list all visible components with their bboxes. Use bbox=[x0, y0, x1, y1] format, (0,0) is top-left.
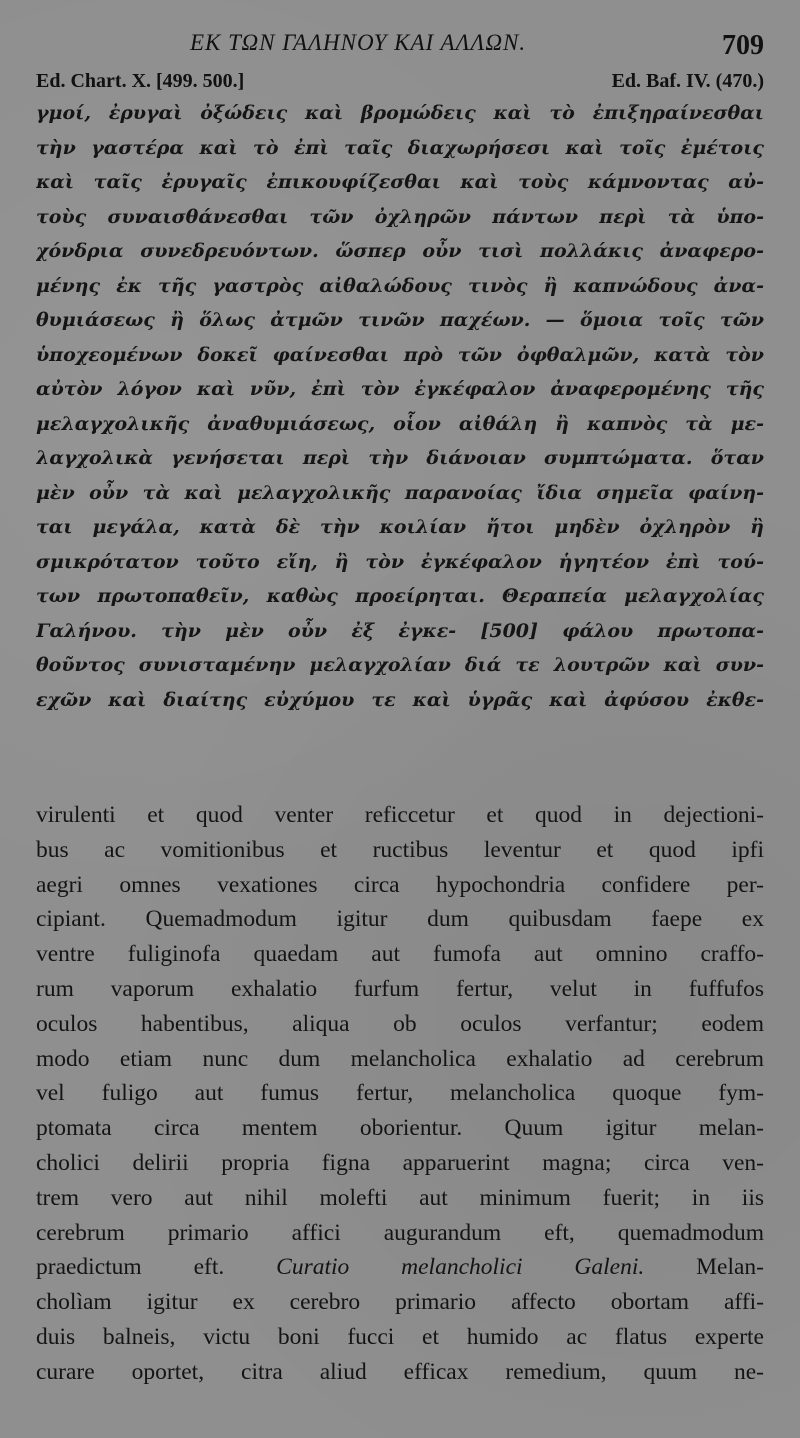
greek-line: καὶ ταῖς ἐρυγαῖς ἐπικουφίζεσθαι καὶ τοὺς κάμνοντας αὐ- bbox=[36, 171, 764, 193]
latin-line: curare oportet, citra aliud efficax remedium, quum ne- bbox=[36, 1358, 764, 1385]
greek-line: μένης ἐκ τῆς γαστρὸς αἰθαλώδους τινὸς ἢ καπνώδους ἀνα- bbox=[36, 274, 764, 297]
greek-line: χόνδρια συνεδρευόντων. ὥσπερ οὖν τισὶ πολλάκις ἀναφερο- bbox=[36, 240, 764, 262]
latin-line: modo etiam nunc dum melancholica exhalatio ad cerebrum bbox=[36, 1045, 764, 1072]
page-number: 709 bbox=[722, 30, 764, 61]
running-title: ΕΚ ΤΩΝ ΓΑΛΗΝΟΥ ΚΑΙ ΑΛΛΩΝ. bbox=[190, 30, 527, 55]
latin-line: cerebrum primario affici augurandum eft, quemadmodum bbox=[36, 1219, 764, 1246]
latin-line: ventre fuliginofa quaedam aut fumofa aut omnino craffo- bbox=[36, 941, 764, 968]
latin-line-lead: praedictum eft. bbox=[36, 1254, 225, 1281]
latin-line: ptomata circa mentem oborientur. Quum igitur melan- bbox=[36, 1115, 764, 1142]
latin-line: cholici delirii propria figna apparuerint magna; circa ven- bbox=[36, 1149, 764, 1176]
greek-line: Γαλήνου. τὴν μὲν οὖν ἐξ ἐγκε- [500] φάλου πρωτοπα- bbox=[36, 619, 764, 642]
latin-line: vel fuligo aut fumus fertur, melancholica quoque fym- bbox=[36, 1080, 764, 1107]
edition-chart-reference: Ed. Chart. X. [499. 500.] bbox=[36, 70, 245, 92]
greek-line: εχῶν καὶ διαίτης εὐχύμου τε καὶ ὑγρᾶς καὶ ἀφύσου ἐκθε- bbox=[36, 688, 764, 711]
latin-line: oculos habentibus, aliqua ob oculos verfantur; eodem bbox=[36, 1010, 764, 1037]
greek-line: τὴν γαστέρα καὶ τὸ ἐπὶ ταῖς διαχωρήσεσι καὶ τοῖς ἐμέτοις bbox=[36, 136, 764, 159]
latin-line: cholìam igitur ex cerebro primario affecto obortam affi- bbox=[36, 1289, 764, 1316]
greek-line: μὲν οὖν τὰ καὶ μελαγχολικῆς παρανοίας ἴδια σημεῖα φαίνη- bbox=[36, 481, 764, 504]
latin-line-tail: Melan- bbox=[696, 1254, 764, 1281]
greek-line: σμικρότατον τοῦτο εἴη, ἢ τὸν ἐγκέφαλον ἡγητέον ἐπὶ τού- bbox=[36, 550, 764, 573]
greek-line: των πρωτοπαθεῖν, καθὼς προείρηται. Θεραπεία μελαγχολίας bbox=[36, 585, 764, 607]
latin-line: bus ac vomitionibus et ructibus leventur et quod ipfi bbox=[36, 836, 764, 863]
greek-line: τοὺς συναισθάνεσθαι τῶν ὀχληρῶν πάντων περὶ τὰ ὑπο- bbox=[36, 205, 764, 228]
latin-line: cipiant. Quemadmodum igitur dum quibusdam faepe ex bbox=[36, 906, 764, 933]
latin-line-with-heading bbox=[36, 1250, 764, 1285]
greek-line: μελαγχολικῆς ἀναθυμιάσεως, οἷον αἰθάλη ἢ καπνὸς τὰ με- bbox=[36, 412, 764, 435]
greek-text-block bbox=[36, 96, 764, 717]
greek-line: γμοί, ἐρυγαὶ ὀξώδεις καὶ βρομώδεις καὶ τὸ ἐπιξηραίνεσθαι bbox=[36, 102, 764, 124]
latin-line: rum vaporum exhalatio furfum fertur, velut in fuffufos bbox=[36, 975, 764, 1002]
greek-line: ὑποχεομένων δοκεῖ φαίνεσθαι πρὸ τῶν ὀφθαλμῶν, κατὰ τὸν bbox=[36, 343, 764, 366]
latin-line: duis balneis, victu boni fucci et humido ac flatus experte bbox=[36, 1323, 764, 1350]
greek-line: θοῦντος συνισταμένην μελαγχολίαν διά τε λουτρῶν καὶ συν- bbox=[36, 654, 764, 676]
greek-line: λαγχολικὰ γενήσεται περὶ τὴν διάνοιαν συμπτώματα. ὅταν bbox=[36, 447, 764, 469]
greek-line: θυμιάσεως ἢ ὅλως ἀτμῶν τινῶν παχέων. — ὅμοια τοῖς τῶν bbox=[36, 309, 764, 331]
latin-line: aegri omnes vexationes circa hypochondria confidere per- bbox=[36, 871, 764, 898]
latin-line: virulenti et quod venter reficcetur et quod in dejectioni- bbox=[36, 802, 764, 828]
greek-line: αὐτὸν λόγον καὶ νῦν, ἐπὶ τὸν ἐγκέφαλον ἀναφερομένης τῆς bbox=[36, 378, 764, 400]
latin-line: trem vero aut nihil molefti aut minimum fuerit; in iis bbox=[36, 1184, 764, 1211]
latin-text-block bbox=[36, 798, 764, 1390]
edition-basel-reference: Ed. Baf. IV. (470.) bbox=[611, 70, 764, 92]
section-heading-curatio: Curatio melancholici Galeni. bbox=[276, 1254, 645, 1281]
greek-line: ται μεγάλα, κατὰ δὲ τὴν κοιλίαν ἤτοι μηδὲν ὀχληρὸν ἢ bbox=[36, 516, 764, 538]
